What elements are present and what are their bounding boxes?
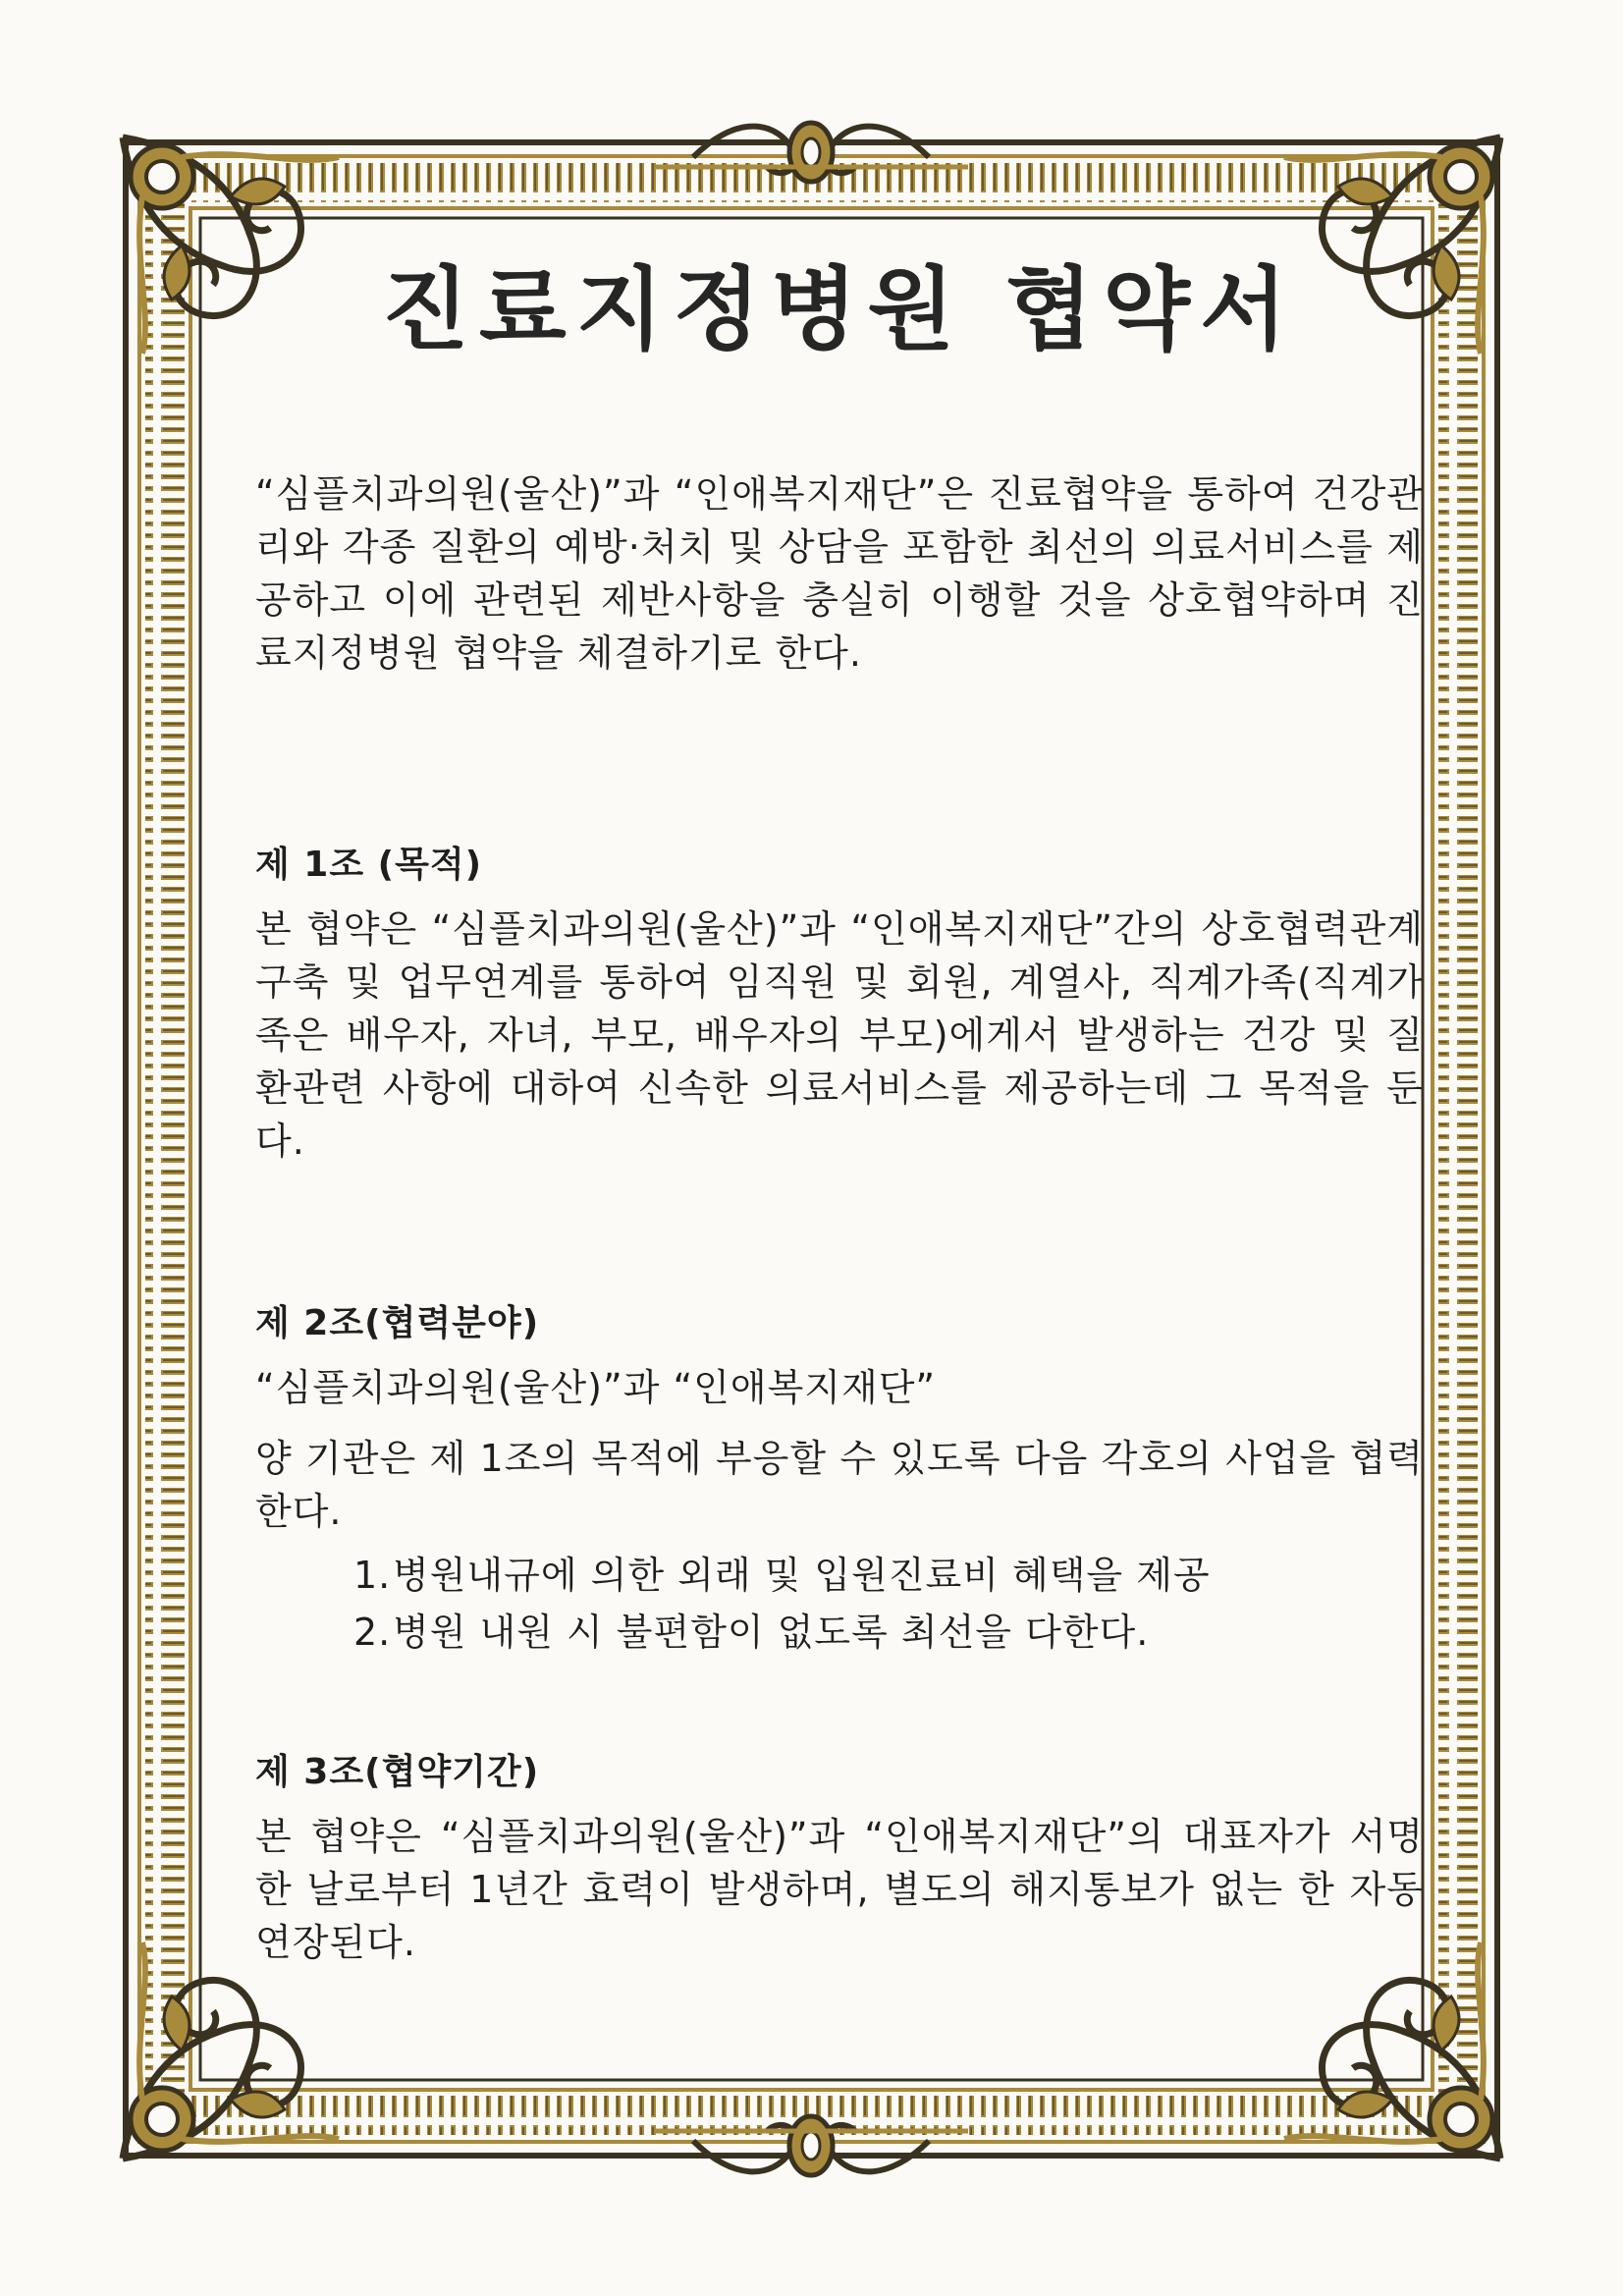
article-2-heading: 제 2조(협력분야) [255, 1303, 540, 1344]
article-3-heading: 제 3조(협약기간) [255, 1752, 540, 1793]
article-3-body: 본 협약은 “심플치과의원(울산)”과 “인애복지재단”의 대표자가 서명한 날로부터 1년간 효력이 발생하며, 별도의 해지통보가 없는 한 자동 연장된다. [255, 1815, 1424, 1965]
article-2-parties: “심플치과의원(울산)”과 “인애복지재단” [255, 1366, 937, 1410]
article-1-heading: 제 1조 (목적) [255, 845, 483, 886]
list-item-text: 병원내규에 의한 외래 및 입원진료비 혜택을 제공 [393, 1554, 1211, 1598]
list-item-number: 2. [353, 1611, 392, 1655]
article-2-items [255, 1552, 1424, 1656]
list-item [255, 1609, 1424, 1656]
article-3 [255, 1744, 1424, 1969]
document-content [255, 257, 1424, 2097]
list-item-number: 1. [353, 1554, 392, 1598]
list-item [255, 1552, 1424, 1599]
article-1-body: 본 협약은 “심플치과의원(울산)”과 “인애복지재단”간의 상호협력관계 구축 및 업무연계를 통하여 임직원 및 회원, 계열사, 직계가족(직계가족은 배우자, 자녀, 부모, 배우자의 부모)에게서 발생하는 건강 및 질환관련 사항에 대하여 신속한 의료서비스를 제공하는데 그 목적을 둔다. [255, 907, 1424, 1164]
article-2-body: 양 기관은 제 1조의 목적에 부응할 수 있도록 다음 각호의 사업을 협력한다. [255, 1437, 1424, 1534]
list-item-text: 병원 내원 시 불편함이 없도록 최선을 다한다. [393, 1611, 1150, 1655]
article-1 [255, 837, 1424, 1168]
article-2 [255, 1295, 1424, 1656]
page-title: 진료지정병원 협약서 [382, 257, 1297, 362]
intro-paragraph: “심플치과의원(울산)”과 “인애복지재단”은 진료협약을 통하여 건강관리와 각종 질환의 예방·처치 및 상담을 포함한 최선의 의료서비스를 제공하고 이에 관련된 제반사항을 충실히 이행할 것을 상호협약하며 진료지정병원 협약을 체결하기로 한다. [255, 472, 1424, 676]
